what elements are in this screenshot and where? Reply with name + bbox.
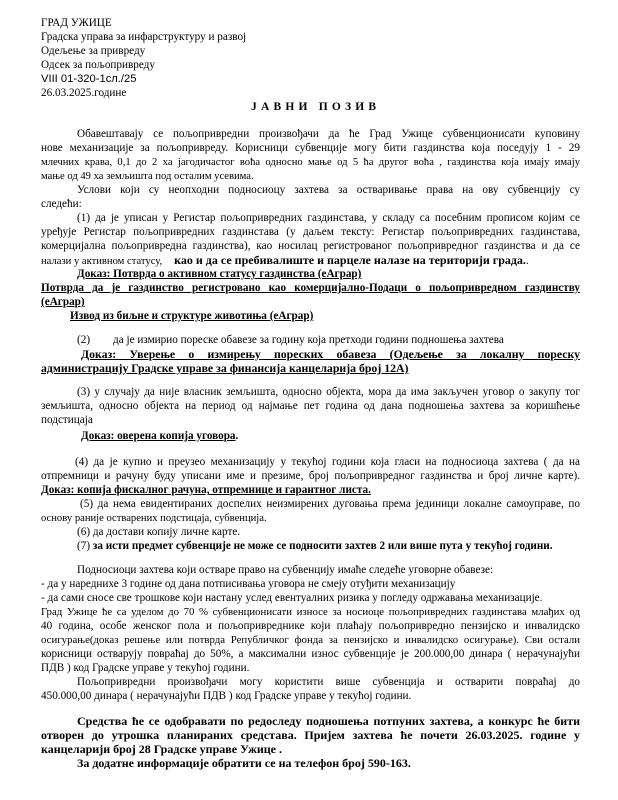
condition-2-number: (2) bbox=[77, 334, 91, 346]
condition-2-text: да је измирио пореске обавезе за годину која претходи години подношења захтева bbox=[113, 334, 504, 346]
obligations-item-2: - да сами сносе све трошкове који настану услед евентуалних ризика у погледу одржавања механизације. bbox=[41, 592, 543, 604]
closing-contact: За додатне информације обратити се на телефон број 590-163. bbox=[77, 756, 411, 770]
condition-3-proof-text: Доказ: оверена копија уговора bbox=[81, 430, 236, 442]
condition-1-proof-3: Извод из биљне и структуре животиња (еАграр) bbox=[70, 310, 314, 322]
condition-7-text: за исти предмет субвенције не може се подносити захтев 2 или више пута у текућој години. bbox=[92, 540, 553, 552]
reference-number: 01-320-1сл./25 bbox=[57, 73, 137, 85]
condition-3-proof-end: . bbox=[235, 430, 239, 442]
condition-1-line2: уређује Регистар пољопривредних газдинстава (у даљем тексту: Регистар пољопривредних газдинстава, bbox=[41, 226, 580, 238]
condition-1-line3: комерцијална пољопривредна газдинства), као носилац регистрованог пољопривредног газдинства и да се bbox=[41, 240, 580, 252]
intro-p2-line1: Услови који су неопходни подносиоцу захтева за остваривање права на ову субвенцију су bbox=[77, 184, 580, 196]
condition-3-line3: подстицаја bbox=[41, 414, 93, 426]
condition-1-proof-2-line2: (еАграр) bbox=[41, 296, 85, 308]
condition-5-line1: (5) да нема евидентираних доспелих неизмирених дуговања према јединици локалне самоуправе, по bbox=[80, 498, 580, 510]
condition-1-line4 bbox=[41, 254, 529, 268]
obligations-para-line5: ПДВ ) код Градске управе у текућој години. bbox=[41, 662, 250, 674]
obligations-lead: Подносиоци захтева који остваре право на субвенцију имаће следеће уговорне обавезе: bbox=[77, 564, 494, 576]
closing-line1: Средства ће се одобравати по редоследу подношења потпуних захтева, а конкурс ће бити bbox=[77, 714, 580, 728]
condition-1-proof-1: Доказ: Потврда о активном статусу газдинства (еАграр) bbox=[77, 268, 362, 280]
obligations-para-line4: корисници остварују повраћај до 50%, а максимални износ субвенције је 200.000,00 динара ( нерачунајући bbox=[41, 648, 580, 660]
condition-7-number: (7) bbox=[77, 540, 91, 552]
header-department: Одељење за привреду bbox=[41, 45, 146, 57]
condition-5-line2: основу раније остварених подстицаја, субвенција. bbox=[41, 513, 267, 524]
condition-6: (6) да достави копију личне карте. bbox=[77, 526, 241, 538]
closing-line3: канцеларији број 28 Градске управе Ужице . bbox=[41, 742, 282, 756]
obligations-para-line3: осигурање(доказ решење или потврда Републичког фонда за пензијско и инвалидско осигурање). Сви остали bbox=[41, 634, 580, 646]
obligations-para-line2: 40 година, особе женског пола и пољопривреднике који плаћају пољопривредно пензијско и инвалидско bbox=[41, 620, 580, 632]
intro-p2-line2: следећи: bbox=[41, 198, 82, 210]
condition-7 bbox=[77, 540, 553, 553]
condition-3-proof bbox=[81, 430, 238, 443]
condition-4-line1: (4) да је купио и преузео механизацију у текућој години која гласи на подносиоца захтева ( да на bbox=[75, 456, 580, 468]
condition-2-proof-line1: Доказ: Уверење о измирењу пореских обавеза (Одељење за локалну пореску bbox=[81, 347, 580, 361]
header-section: Одсек за пољопривреду bbox=[41, 59, 155, 71]
intro-p1-line4: мање од 49 ха земљишта под осталим усевима. bbox=[41, 171, 254, 182]
condition-1-end-dot: . bbox=[525, 255, 529, 267]
condition-4-proof: Доказ: копија фискалног рачуна, отпремнице и гарантног листа. bbox=[41, 484, 371, 496]
condition-1-line1: (1) да је уписан у Регистар пољопривредних газдинстава, у складу са посебним прописом којим се bbox=[77, 212, 580, 224]
condition-1-proof-2-line1: Потврда да је газдинство регистровано као комерцијално-Подаци о пољопривредном газдинству bbox=[41, 282, 580, 294]
closing-line2: отворен до утрошка планираних средстава. Пријем захтева ће почети 26.03.2025. године у bbox=[41, 728, 580, 742]
condition-4-line2: отпремници и рачуну буду уписани име и презиме, број пољопривредног газдинства и број личне карте). bbox=[41, 470, 580, 482]
obligations-max-line1: Пољопривредни произвођачи могу користити више субвенција и остварити повраћај до bbox=[77, 676, 580, 688]
page-title: ЈАВНИ ПОЗИВ bbox=[251, 101, 381, 113]
header-date: 26.03.2025.године bbox=[41, 87, 127, 99]
intro-p1-line1: Обавештавају се пољопривредни произвођачи да ће Град Ужице субвенционисати куповину bbox=[77, 128, 580, 140]
obligations-max-line2: 450.000,00 динара ( нерачунајући ПДВ ) код Градске управе у текућој години. bbox=[41, 690, 412, 702]
condition-1-residence-text: као и да се пребивалиште и парцеле налазе на територији града. bbox=[174, 253, 526, 267]
intro-p1-line3: млечних крава, 0,1 до 2 ха јагодичастог воћа односно мање од 5 ћа другог воћа , газдинства која имају имају bbox=[41, 157, 580, 168]
header-administration: Градска управа за инфарструктуру и развој bbox=[41, 31, 247, 43]
condition-3-line2: земљишта, односно објекта на период од најмање пет година од дана подношења захтева за коришћење bbox=[41, 400, 580, 412]
condition-2-proof-line2: администрацију Градске управе за финансија канцеларија број 12А) bbox=[41, 361, 409, 375]
obligations-para-line1: Град Ужице ће са уделом до 70 % субвенционисати износе за носиоце пољопривредних газдинстава млађих од bbox=[41, 606, 580, 618]
condition-3-line1: (3) у случају да није власник земљишта, односно објекта, мора да има закључен уговор о закупу тог bbox=[77, 386, 580, 398]
header-city: ГРАД УЖИЦЕ bbox=[41, 17, 112, 29]
intro-p1-line2: нове механизације за пољопривреду. Корисници субвенције могу бити газдинства која поседују 1 - 29 bbox=[41, 142, 580, 154]
condition-1-status-text: налази у активном статусу, bbox=[41, 256, 163, 267]
reference-prefix: VIII bbox=[41, 73, 58, 85]
obligations-item-1: - да у нареднихе 3 године од дана потписивања уговора не смеју отуђити механизацију bbox=[41, 578, 456, 590]
header-reference bbox=[41, 73, 136, 86]
